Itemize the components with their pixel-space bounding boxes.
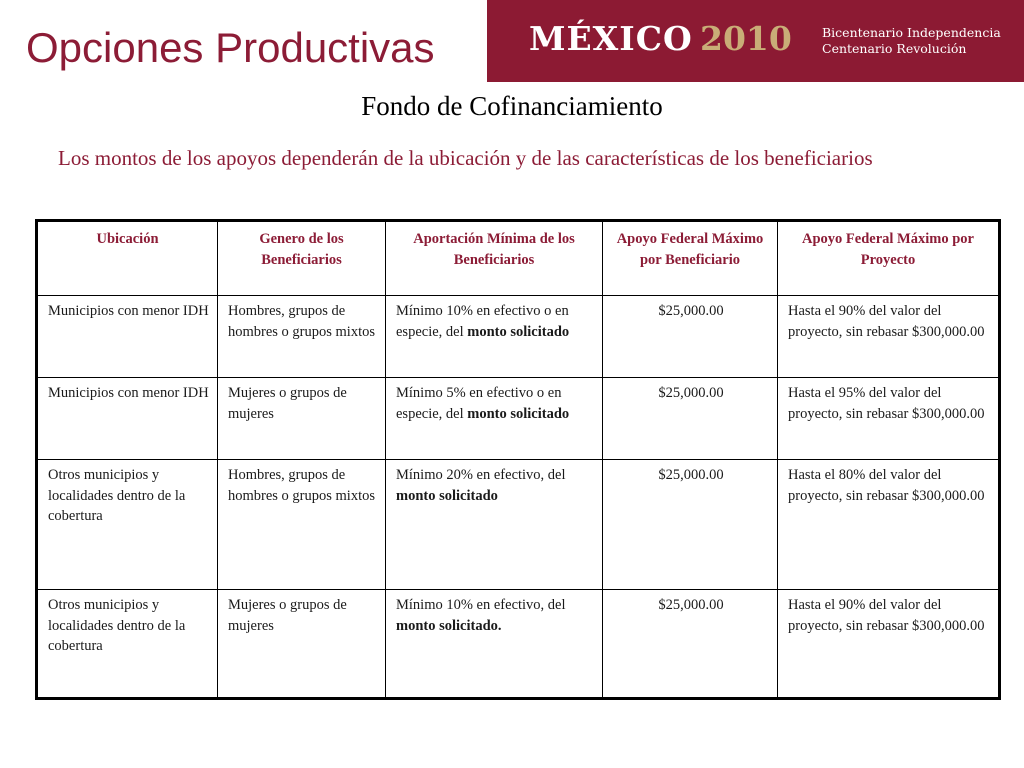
cell-ubicacion: Otros municipios y localidades dentro de la cobertura: [37, 590, 218, 699]
table-row: [37, 590, 1000, 699]
banner-logo-year: 2010: [700, 19, 792, 58]
support-table: [35, 219, 1001, 700]
cell-aportacion: [386, 296, 603, 378]
cell-apoyo-proyecto: Hasta el 80% del valor del proyecto, sin rebasar $300,000.00: [778, 460, 1000, 590]
banner-caption-line-2: Centenario Revolución: [822, 41, 967, 56]
cell-ubicacion: Municipios con menor IDH: [37, 378, 218, 460]
cell-ubicacion: Otros municipios y localidades dentro de la cobertura: [37, 460, 218, 590]
cell-genero: Mujeres o grupos de mujeres: [218, 378, 386, 460]
cell-aportacion: [386, 590, 603, 699]
header-apoyo-proyecto: Apoyo Federal Máximo por Proyecto: [778, 221, 1000, 296]
aportacion-text: Mínimo 20% en efectivo, del: [396, 467, 566, 483]
cell-apoyo-proyecto: Hasta el 90% del valor del proyecto, sin rebasar $300,000.00: [778, 590, 1000, 699]
cell-apoyo-beneficiario: $25,000.00: [603, 296, 778, 378]
section-subtitle: Fondo de Cofinanciamiento: [361, 91, 663, 121]
aportacion-text: Mínimo 10% en efectivo, del: [396, 597, 566, 613]
cell-aportacion: [386, 460, 603, 590]
aportacion-text: Mínimo 5% en efectivo o en especie, del: [396, 385, 562, 422]
table-header-row: [37, 221, 1000, 296]
header-genero: Genero de los Beneficiarios: [218, 221, 386, 296]
aportacion-emphasis: monto solicitado.: [396, 617, 502, 634]
banner-logo-word: MÉXICO: [529, 19, 693, 58]
page-title: Opciones Productivas: [26, 24, 435, 71]
cell-ubicacion: Municipios con menor IDH: [37, 296, 218, 378]
cell-apoyo-beneficiario: $25,000.00: [603, 378, 778, 460]
header-apoyo-beneficiario: Apoyo Federal Máximo por Beneficiario: [603, 221, 778, 296]
table-row: [37, 378, 1000, 460]
mexico-2010-banner: [487, 0, 1024, 82]
header-ubicacion: Ubicación: [37, 221, 218, 296]
cell-genero: Hombres, grupos de hombres o grupos mixtos: [218, 296, 386, 378]
banner-caption-line-1: Bicentenario Independencia: [822, 25, 1001, 40]
cell-apoyo-proyecto: Hasta el 90% del valor del proyecto, sin rebasar $300,000.00: [778, 296, 1000, 378]
table-row: [37, 296, 1000, 378]
table-row: [37, 460, 1000, 590]
cell-aportacion: [386, 378, 603, 460]
aportacion-emphasis: monto solicitado: [467, 323, 570, 340]
aportacion-emphasis: monto solicitado: [396, 487, 498, 504]
cell-apoyo-proyecto: Hasta el 95% del valor del proyecto, sin rebasar $300,000.00: [778, 378, 1000, 460]
aportacion-emphasis: monto solicitado: [467, 405, 570, 422]
cell-apoyo-beneficiario: $25,000.00: [603, 460, 778, 590]
cell-genero: Mujeres o grupos de mujeres: [218, 590, 386, 699]
intro-paragraph: Los montos de los apoyos dependerán de la ubicación y de las características de los beneficiarios: [58, 146, 873, 170]
cell-apoyo-beneficiario: $25,000.00: [603, 590, 778, 699]
aportacion-text: Mínimo 10% en efectivo o en especie, del: [396, 303, 569, 340]
cell-genero: Hombres, grupos de hombres o grupos mixtos: [218, 460, 386, 590]
header-aportacion: Aportación Mínima de los Beneficiarios: [386, 221, 603, 296]
